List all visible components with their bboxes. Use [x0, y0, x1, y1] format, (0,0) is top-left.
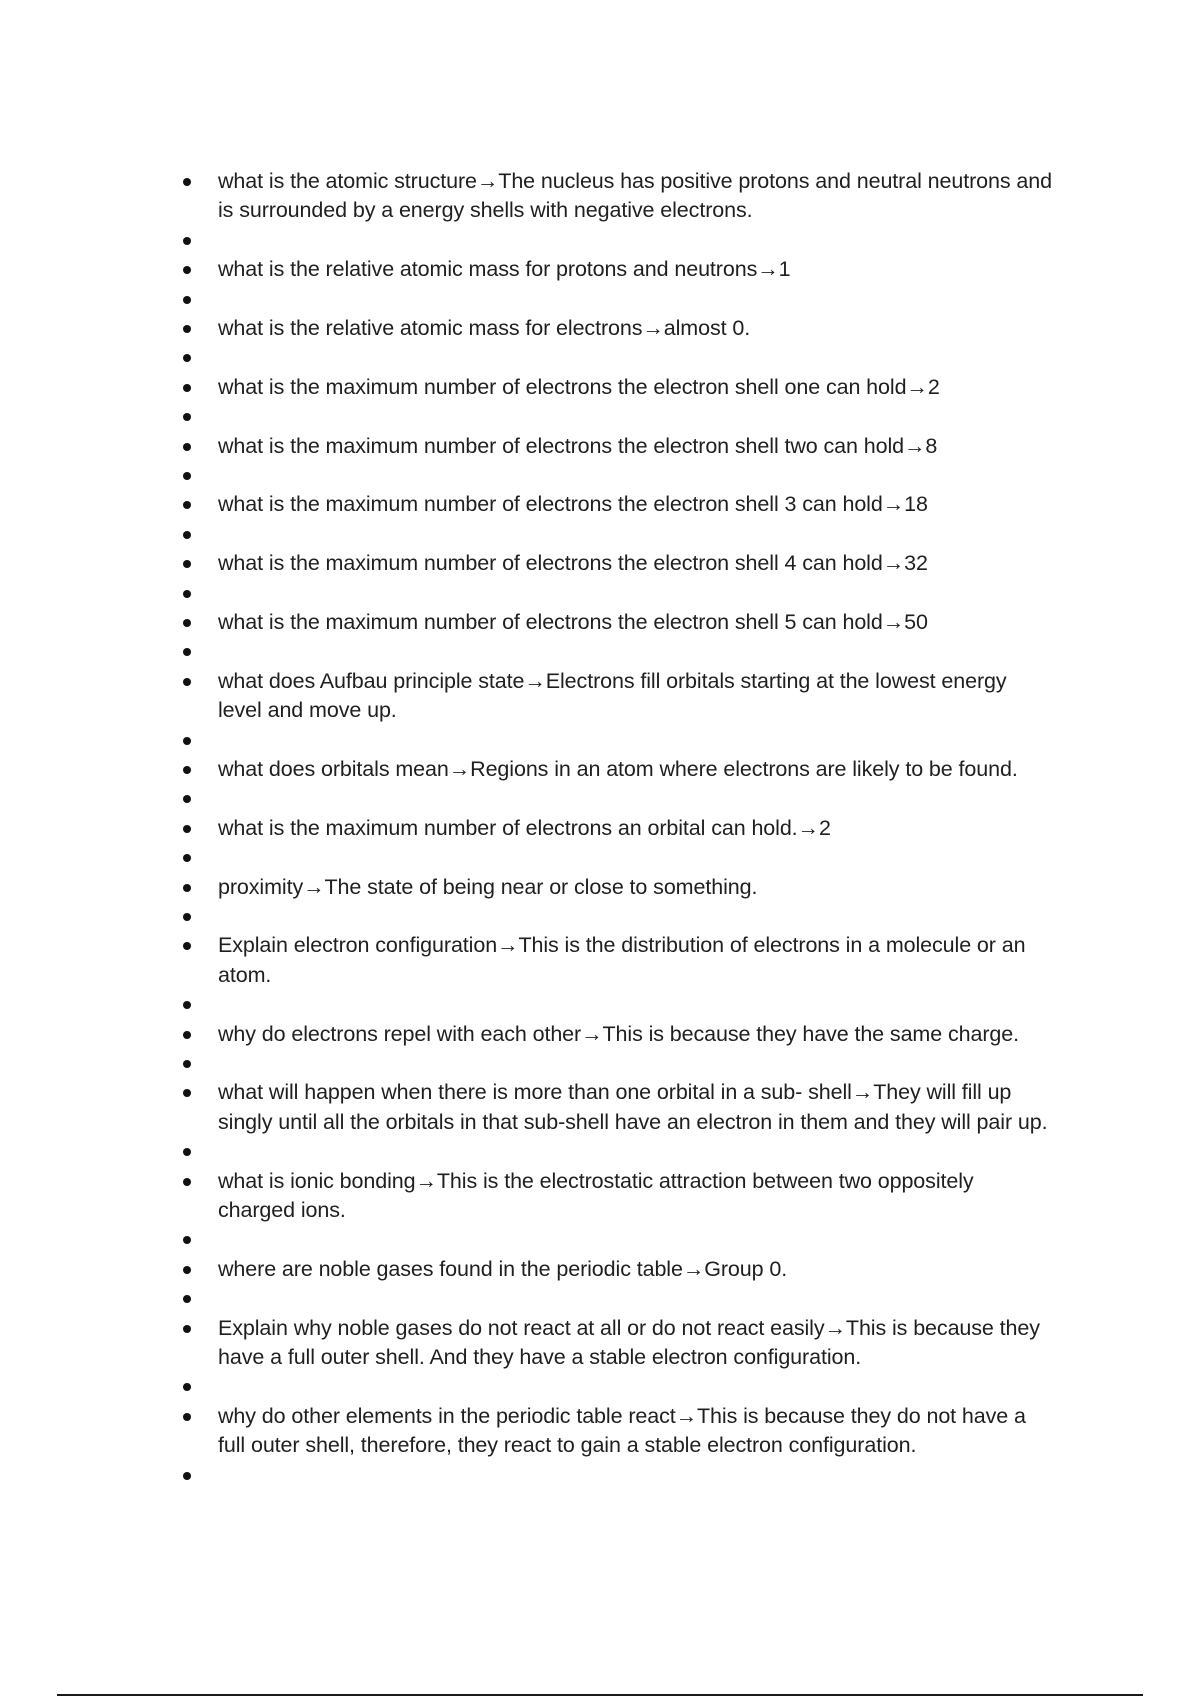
list-item: where are noble gases found in the periodic table→Group 0.	[176, 1255, 1056, 1284]
list-item: what is ionic bonding→This is the electrostatic attraction between two oppositely charged ions.	[176, 1167, 1056, 1226]
list-item: what is the atomic structure→The nucleus has positive protons and neutral neutrons and is surrounded by a energy shells with negative electrons.	[176, 167, 1056, 226]
list-item	[176, 784, 1056, 813]
list-item: why do electrons repel with each other→This is because they have the same charge.	[176, 1020, 1056, 1049]
list-item	[176, 902, 1056, 931]
list-item	[176, 1461, 1056, 1490]
list-item: what is the maximum number of electrons an orbital can hold.→2	[176, 814, 1056, 843]
list-item: what is the maximum number of electrons the electron shell two can hold→8	[176, 432, 1056, 461]
list-item	[176, 637, 1056, 666]
list-item: what does orbitals mean→Regions in an atom where electrons are likely to be found.	[176, 755, 1056, 784]
list-item	[176, 461, 1056, 490]
notes-bullet-list	[176, 167, 1056, 1490]
list-item	[176, 520, 1056, 549]
list-item: what is the maximum number of electrons the electron shell one can hold→2	[176, 373, 1056, 402]
list-item: what is the maximum number of electrons the electron shell 3 can hold→18	[176, 490, 1056, 519]
list-item: what is the relative atomic mass for electrons→almost 0.	[176, 314, 1056, 343]
list-item	[176, 285, 1056, 314]
list-item	[176, 1225, 1056, 1254]
list-item: why do other elements in the periodic table react→This is because they do not have a full outer shell, therefore, they react to gain a stable electron configuration.	[176, 1402, 1056, 1461]
list-item: proximity→The state of being near or close to something.	[176, 873, 1056, 902]
list-item	[176, 990, 1056, 1019]
list-item	[176, 343, 1056, 372]
list-item: what will happen when there is more than one orbital in a sub- shell→They will fill up singly until all the orbitals in that sub-shell have an electron in them and they will pair up.	[176, 1078, 1056, 1137]
list-item: what is the maximum number of electrons the electron shell 4 can hold→32	[176, 549, 1056, 578]
list-item: Explain why noble gases do not react at all or do not react easily→This is because they have a full outer shell. And they have a stable electron configuration.	[176, 1314, 1056, 1373]
list-item	[176, 1372, 1056, 1401]
list-item	[176, 579, 1056, 608]
list-item	[176, 1284, 1056, 1313]
page-bottom-divider	[57, 1694, 1143, 1696]
list-item	[176, 226, 1056, 255]
list-item	[176, 402, 1056, 431]
list-item	[176, 843, 1056, 872]
list-item: what does Aufbau principle state→Electrons fill orbitals starting at the lowest energy level and move up.	[176, 667, 1056, 726]
list-item: what is the relative atomic mass for protons and neutrons→1	[176, 255, 1056, 284]
list-item: Explain electron configuration→This is the distribution of electrons in a molecule or an atom.	[176, 931, 1056, 990]
list-item	[176, 726, 1056, 755]
list-item	[176, 1049, 1056, 1078]
list-item: what is the maximum number of electrons the electron shell 5 can hold→50	[176, 608, 1056, 637]
list-item	[176, 1137, 1056, 1166]
